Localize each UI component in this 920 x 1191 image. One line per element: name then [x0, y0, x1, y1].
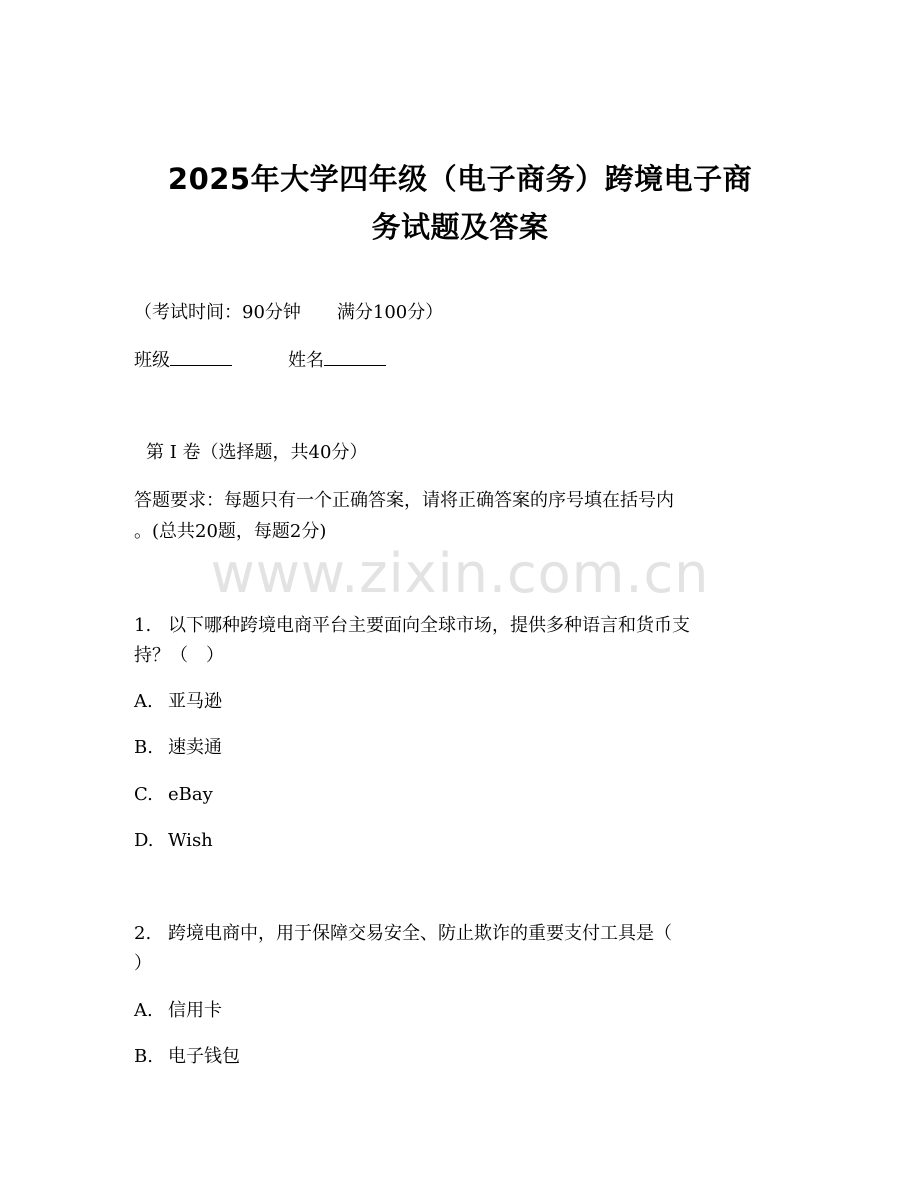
exam-info: （考试时间：90分钟 满分100分） — [134, 302, 444, 323]
option-text: 信用卡 — [168, 1000, 222, 1021]
option-label: B. — [134, 737, 153, 758]
option-text: 速卖通 — [168, 737, 222, 758]
question-1-option-d[interactable] — [134, 827, 213, 855]
option-label: A. — [134, 691, 153, 712]
question-1-option-b[interactable] — [134, 734, 222, 762]
question-number: 2. — [134, 923, 152, 944]
question-2-option-b[interactable] — [134, 1043, 240, 1071]
name-blank[interactable] — [324, 347, 386, 366]
question-2-option-a[interactable] — [134, 997, 222, 1025]
exam-title-line-2: 务试题及答案 — [371, 210, 549, 244]
option-text: 亚马逊 — [168, 691, 222, 712]
option-label: C. — [134, 784, 153, 805]
class-label: 班级 — [134, 350, 170, 371]
exam-title-line-1: 2025年大学四年级（电子商务）跨境电子商 — [167, 162, 753, 196]
question-number: 1. — [134, 615, 152, 636]
name-label: 姓名 — [288, 350, 324, 371]
instructions-line-2: 。(总共20题，每题2分) — [134, 521, 327, 542]
watermark: www.zixin.com.cn — [210, 542, 710, 605]
option-label: A. — [134, 1000, 153, 1021]
option-label: B. — [134, 1046, 153, 1067]
student-info-row — [134, 347, 386, 375]
section-title: 第 I 卷（选择题，共40分） — [146, 442, 368, 463]
question-1-line-2: 持？（ ） — [134, 645, 224, 666]
question-text: 以下哪种跨境电商平台主要面向全球市场，提供多种语言和货币支 — [168, 615, 690, 636]
question-text: 跨境电商中，用于保障交易安全、防止欺诈的重要支付工具是（ — [168, 923, 672, 944]
question-2-line-1 — [134, 920, 672, 948]
question-1-option-a[interactable] — [134, 688, 222, 716]
question-1-line-1 — [134, 612, 690, 640]
question-2-line-2: ） — [134, 953, 152, 974]
question-1-option-c[interactable] — [134, 781, 213, 809]
option-text: 电子钱包 — [168, 1046, 240, 1067]
instructions-line-1: 答题要求：每题只有一个正确答案，请将正确答案的序号填在括号内 — [134, 490, 674, 511]
class-blank[interactable] — [170, 347, 232, 366]
option-text: Wish — [168, 830, 213, 851]
option-text: eBay — [168, 784, 213, 805]
option-label: D. — [134, 830, 154, 851]
